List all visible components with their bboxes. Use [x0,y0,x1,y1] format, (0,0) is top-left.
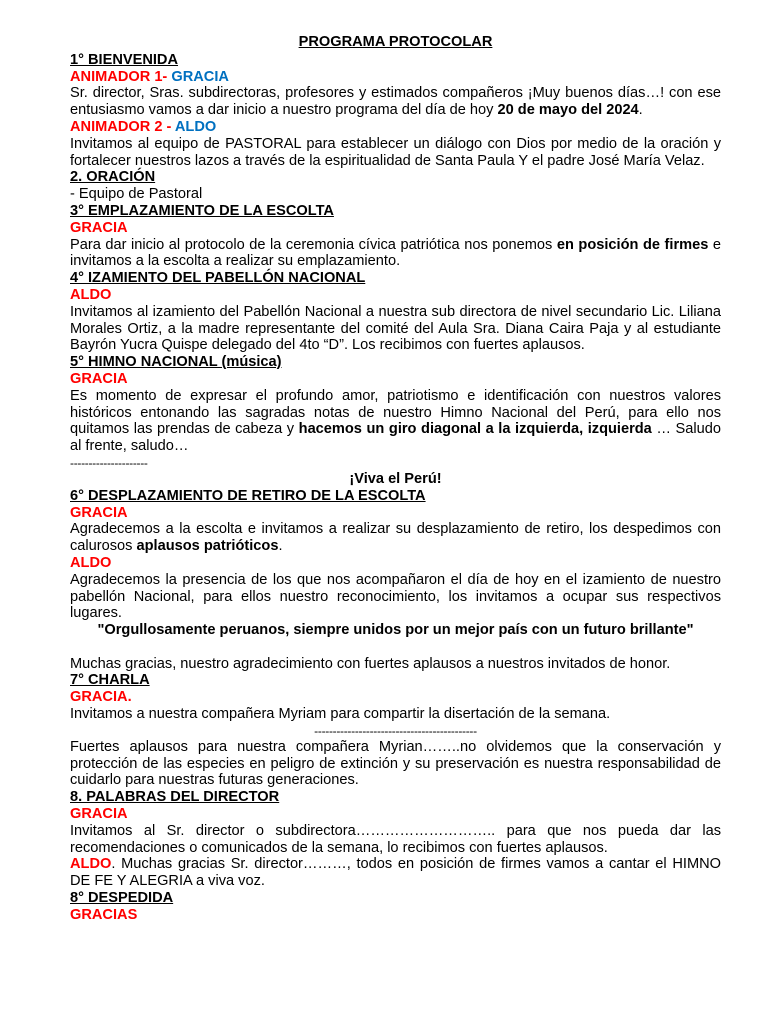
speaker-label: GRACIAS [70,906,138,923]
separator-line: -------------------------------------------- [314,723,477,738]
bold-text: aplausos patrióticos [136,538,279,555]
paragraph-text: Sr. director, Sras. subdirectoras, profesores y estimados compañeros ¡Muy buenos días…! con ese entusiasmo vamos a dar inicio a nuestro programa del día de hoy [70,85,721,119]
paragraph-pastoral: Invitamos al equipo de PASTORAL para establecer un diálogo con Dios por medio de la oración y fortalecer nuestros lazos a través de la espiritualidad de Santa Paula Y el padre José María Velaz. [70,135,721,169]
speaker-name: ALDO [174,118,217,135]
paragraph-text: . [638,102,643,119]
paragraph-emplazamiento [70,237,721,271]
paragraph-text: e invitamos a la escolta a realizar su emplazamiento. [70,236,721,270]
document [70,34,721,924]
speaker-label: GRACIA [70,806,128,823]
section-heading-charla: 7° CHARLA [70,672,150,689]
section-heading-director: 8. PALABRAS DEL DIRECTOR [70,789,280,806]
paragraph-text: . Muchas gracias Sr. director………, todos en posición de firmes vamos a cantar el HIMNO DE FE Y ALEGRIA a viva voz. [70,856,721,890]
paragraph-agradecimiento: Agradecemos la presencia de los que nos acompañaron el día de hoy en el izamiento de nuestro pabellón Nacional, para ellos nuestro reconocimiento, los invitamos a ocupar sus respectivos lugares. [70,571,721,622]
speaker-line-animador-1 [70,69,721,86]
speaker-name: GRACIA [171,68,229,85]
paragraph-gracias: Muchas gracias, nuestro agradecimiento con fuertes aplausos a nuestros invitados de honor. [70,655,671,672]
section-heading-desplazamiento: 6° DESPLAZAMIENTO DE RETIRO DE LA ESCOLTA [70,487,426,504]
section-heading-bienvenida: 1° BIENVENIDA [70,51,179,68]
speaker-label: ALDO [70,554,112,571]
paragraph-izamiento: Invitamos al izamiento del Pabellón Nacional a nuestra sub directora de nivel secundario Lic. Liliana Morales Ortiz, a la madre representante del comité del Aula Sra. Diana Caira Paja y al estudiante Bayrón Yucra Quispe delegado del 4to “D”. Los recibimos con fuertes aplausos. [70,303,721,354]
section-heading-emplazamiento: 3° EMPLAZAMIENTO DE LA ESCOLTA [70,202,334,219]
paragraph-himno-fe [70,856,721,890]
paragraph-text: Es momento de expresar el profundo amor, patriotismo e identificación con nuestros valores históricos entonando las sagradas notas de nuestro Himno Nacional del Perú, para ello nos quitamos las prendas de cabeza y [70,387,721,438]
paragraph-text: … Saludo al frente, saludo… [70,421,721,455]
speaker-label: GRACIA [70,370,128,387]
section-heading-despedida: 8° DESPEDIDA [70,890,174,907]
paragraph-aplausos: Fuertes aplausos para nuestra compañera Myrian……..no olvidemos que la conservación y protección de las especies en peligro de extinción y su preservación es nuestra responsabilidad de cuidarlo para nuestras futuras generaciones. [70,738,721,789]
bold-text: hacemos un giro diagonal a la izquierda, izquierda [298,421,652,438]
paragraph-text: Agradecemos a la escolta e invitamos a realizar su desplazamiento de retiro, los despedimos con calurosos [70,521,721,555]
paragraph-himno [70,388,721,455]
bold-text: en posición de firmes [556,236,709,253]
separator-line: --------------------- [70,455,148,470]
paragraph-retiro [70,521,721,555]
quote: "Orgullosamente peruanos, siempre unidos por un mejor país con un futuro brillante" [97,622,694,639]
paragraph-charla: Invitamos a nuestra compañera Myriam para compartir la disertación de la semana. [70,706,611,723]
section-heading-oracion: 2. ORACIÓN [70,169,156,186]
speaker-label: GRACIA. [70,689,132,706]
page-title: PROGRAMA PROTOCOLAR [298,34,493,50]
speaker-label: ALDO [70,286,112,303]
paragraph-welcome [70,85,721,119]
paragraph-director: Invitamos al Sr. director o subdirectora……………………….. para que nos pueda dar las recomendaciones o comunicados de la semana, lo recibimos con fuertes aplausos. [70,822,721,856]
paragraph-oracion: - Equipo de Pastoral [70,186,203,203]
event-date: 20 de mayo del 2024 [497,102,639,119]
speaker-label: GRACIA [70,504,128,521]
section-heading-himno: 5° HIMNO NACIONAL (música) [70,354,282,371]
section-heading-izamiento: 4° IZAMIENTO DEL PABELLÓN NACIONAL [70,270,366,287]
speaker-label: GRACIA [70,219,128,236]
viva-peru: ¡Viva el Perú! [349,470,442,487]
paragraph-text: . [278,538,283,555]
speaker-label: ANIMADOR 2 - [70,118,175,135]
paragraph-text: Para dar inicio al protocolo de la ceremonia cívica patriótica nos ponemos [70,236,557,253]
speaker-label: ALDO [70,856,112,873]
speaker-label: ANIMADOR 1- [70,68,172,85]
speaker-line-animador-2 [70,119,721,136]
